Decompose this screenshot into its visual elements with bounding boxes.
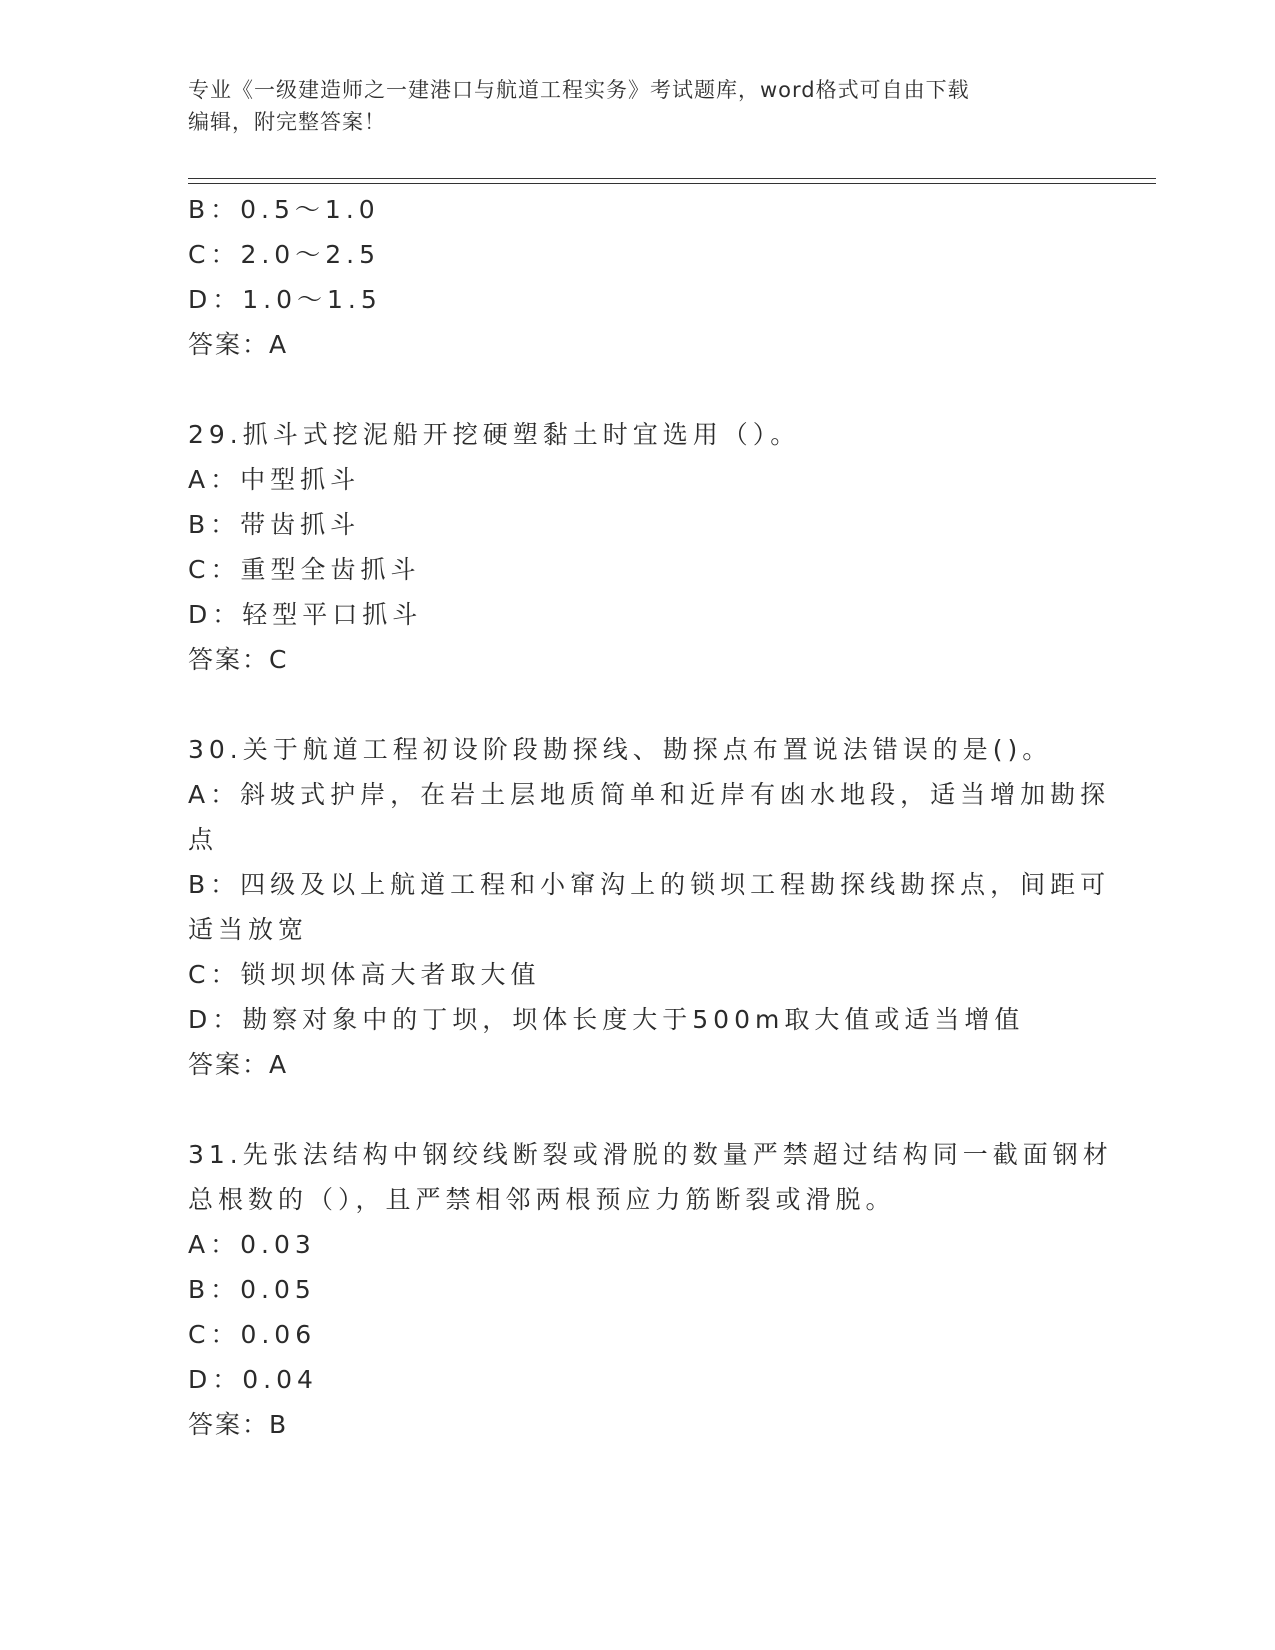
q29-option-a: A：中型抓斗 bbox=[188, 465, 361, 494]
prev-answer: 答案：A bbox=[188, 330, 289, 359]
q31-option-c: C：0.06 bbox=[188, 1320, 317, 1349]
header-line-1: 专业《一级建造师之一建港口与航道工程实务》考试题库，word格式可自由下载 bbox=[188, 78, 970, 102]
q29-option-c: C：重型全齿抓斗 bbox=[188, 555, 421, 584]
prev-option-b: B：0.5～1.0 bbox=[188, 195, 380, 224]
q29-option-d: D：轻型平口抓斗 bbox=[188, 600, 423, 629]
q30-option-a-line-1: A：斜坡式护岸，在岩土层地质简单和近岸有凼水地段，适当增加勘探 bbox=[188, 780, 1111, 809]
q29-stem: 29.抓斗式挖泥船开挖硬塑黏土时宜选用（）。 bbox=[188, 420, 801, 449]
q31-stem-line-2: 总根数的（），且严禁相邻两根预应力筋断裂或滑脱。 bbox=[188, 1185, 896, 1214]
q31-option-d: D：0.04 bbox=[188, 1365, 318, 1394]
q30-answer: 答案：A bbox=[188, 1050, 289, 1079]
q31-option-b: B：0.05 bbox=[188, 1275, 316, 1304]
q29-option-b: B：带齿抓斗 bbox=[188, 510, 361, 539]
header-divider-bottom bbox=[188, 183, 1156, 184]
q29-answer: 答案：C bbox=[188, 645, 289, 674]
header-divider-top bbox=[188, 178, 1156, 179]
header-line-2: 编辑，附完整答案！ bbox=[188, 110, 386, 134]
q31-stem-line-1: 31.先张法结构中钢绞线断裂或滑脱的数量严禁超过结构同一截面钢材 bbox=[188, 1140, 1113, 1169]
q30-option-b-line-2: 适当放宽 bbox=[188, 915, 309, 944]
q30-stem: 30.关于航道工程初设阶段勘探线、勘探点布置说法错误的是()。 bbox=[188, 735, 1053, 764]
q31-option-a: A：0.03 bbox=[188, 1230, 316, 1259]
prev-option-d: D：1.0～1.5 bbox=[188, 285, 382, 314]
q30-option-a-line-2: 点 bbox=[188, 825, 219, 854]
q30-option-d: D：勘察对象中的丁坝，坝体长度大于500m取大值或适当增值 bbox=[188, 1005, 1025, 1034]
q30-option-b-line-1: B：四级及以上航道工程和小窜沟上的锁坝工程勘探线勘探点，间距可 bbox=[188, 870, 1111, 899]
q30-option-c: C：锁坝坝体高大者取大值 bbox=[188, 960, 541, 989]
q31-answer: 答案：B bbox=[188, 1410, 289, 1439]
prev-option-c: C：2.0～2.5 bbox=[188, 240, 380, 269]
page-header bbox=[188, 74, 1068, 138]
